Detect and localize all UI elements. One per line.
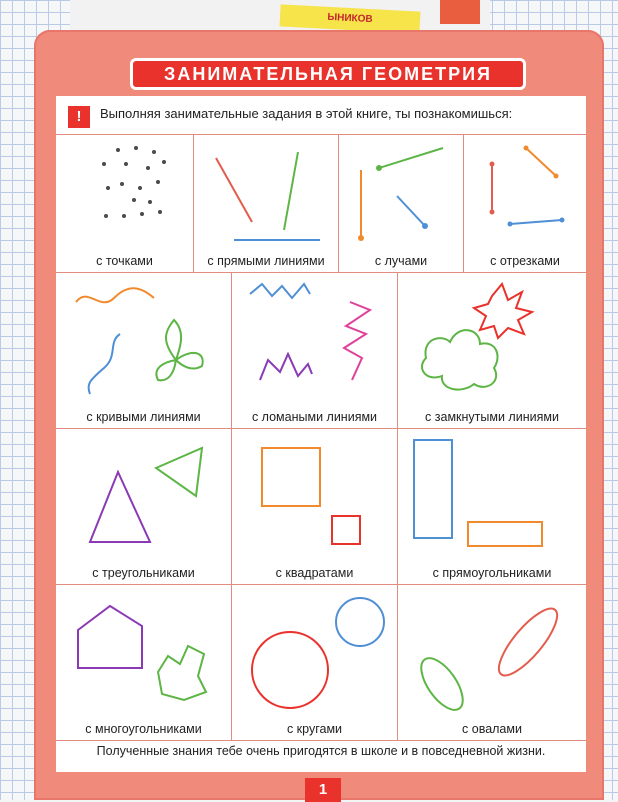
label-curved-lines: с кривыми линиями: [86, 410, 201, 424]
intro-text: Выполняя занимательные задания в этой книге, ты познакомишься:: [100, 106, 513, 121]
label-triangles: с треугольниками: [92, 566, 195, 580]
label-segments: с отрезками: [490, 254, 560, 268]
label-closed-lines: с замкнутыми линиями: [425, 410, 559, 424]
book-tab: ЫНИКОВ: [280, 4, 421, 33]
cell-points: [56, 134, 194, 272]
exclamation-icon: !: [68, 106, 90, 128]
cell-closed-lines: [398, 272, 586, 428]
page-number: 1: [305, 778, 341, 802]
label-rectangles: с прямоугольниками: [432, 566, 552, 580]
label-straight-lines: с прямыми линиями: [207, 254, 325, 268]
label-polygons: с многоугольниками: [85, 722, 202, 736]
points-illustration: [56, 134, 194, 272]
curved-lines-illustration: [56, 272, 232, 428]
cell-triangles: [56, 428, 232, 584]
cell-polylines: [232, 272, 398, 428]
rays-illustration: [339, 134, 464, 272]
cell-rays: [339, 134, 464, 272]
cell-ovals: [398, 584, 586, 740]
background-book: [70, 0, 490, 32]
segments-illustration: [464, 134, 586, 272]
circles-illustration: [232, 584, 398, 740]
straight-lines-illustration: [194, 134, 339, 272]
label-ovals: с овалами: [462, 722, 522, 736]
footer-text: Полученные знания тебе очень пригодятся в школе и в повседневной жизни.: [96, 744, 546, 758]
label-polylines: с ломаными линиями: [251, 410, 378, 424]
page: [34, 30, 604, 800]
cell-rectangles: [398, 428, 586, 584]
cell-polygons: [56, 584, 232, 740]
cell-squares: [232, 428, 398, 584]
closed-lines-illustration: [398, 272, 586, 428]
rectangles-illustration: [398, 428, 586, 584]
intro-row: [56, 96, 586, 135]
row-3: [56, 428, 586, 585]
label-points: с точками: [96, 254, 153, 268]
polylines-illustration: [232, 272, 398, 428]
cell-straight-lines: [194, 134, 339, 272]
row-1: [56, 134, 586, 273]
content-sheet: [56, 96, 586, 772]
row-2: [56, 272, 586, 429]
cell-curved-lines: [56, 272, 232, 428]
cell-circles: [232, 584, 398, 740]
label-squares: с квадратами: [275, 566, 354, 580]
label-rays: с лучами: [374, 254, 428, 268]
book-edge: [440, 0, 480, 24]
cell-segments: [464, 134, 586, 272]
triangles-illustration: [56, 428, 232, 584]
polygons-illustration: [56, 584, 232, 740]
label-circles: с кругами: [286, 722, 343, 736]
row-4: [56, 584, 586, 741]
ovals-illustration: [398, 584, 586, 740]
page-title: ЗАНИМАТЕЛЬНАЯ ГЕОМЕТРИЯ: [130, 58, 526, 90]
squares-illustration: [232, 428, 398, 584]
